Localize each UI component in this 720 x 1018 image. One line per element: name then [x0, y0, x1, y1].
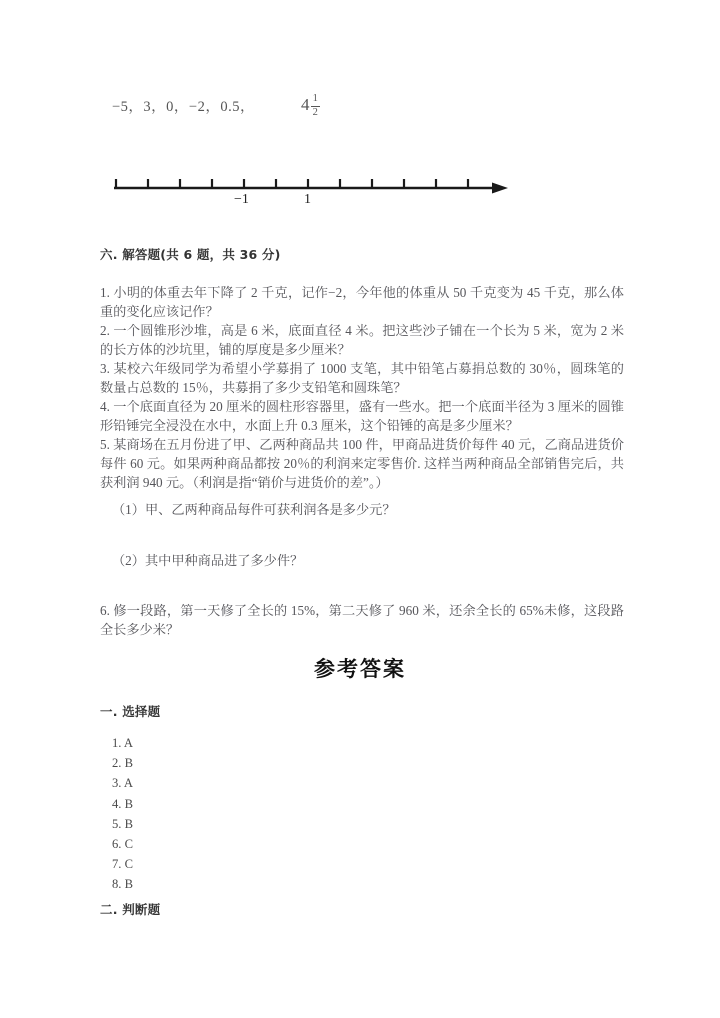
choice-answer-5: 5. B	[112, 816, 133, 831]
question-4: 4. 一个底面直径为 20 厘米的圆柱形容器里，盛有一些水。把一个底面半径为 3 厘米的圆锥形铅锤完全浸没在水中，水面上升 0.3 厘米，这个铅锤的高是多少厘米？	[100, 399, 624, 433]
section-heading-choice: 一. 选择题	[100, 704, 161, 719]
question-6: 6. 修一段路，第一天修了全长的 15%，第二天修了 960 米，还余全长的 65%未修，这段路全长多少米？	[100, 603, 624, 637]
fraction-numerator: 1	[312, 93, 319, 104]
question-5: 5. 某商场在五月份进了甲、乙两种商品共 100 件，甲商品进货价每件 40 元，乙商品进货价每件 60 元。如果两种商品都按 20％的利润来定零售价. 这样当两种商品全部销售完后，共获利润 940 元。（利润是指“销价与进货价的差”。）	[100, 437, 624, 490]
choice-answer-1: 1. A	[112, 736, 133, 750]
number-expression-row	[112, 93, 320, 117]
mixed-number-integer: 4	[300, 95, 310, 114]
sub-question-1: （1）甲、乙两种商品每件可获利润各是多少元？	[112, 502, 396, 517]
fraction-denominator: 2	[312, 106, 319, 118]
number-line-label-one: 1	[304, 192, 311, 207]
mixed-number	[301, 93, 320, 117]
fraction	[311, 94, 320, 118]
choice-answer-4: 4. B	[112, 796, 133, 811]
question-2: 2. 一个圆锥形沙堆，高是 6 米，底面直径 4 米。把这些沙子铺在一个长为 5 米，宽为 2 米的长方体的沙坑里，铺的厚度是多少厘米？	[100, 323, 624, 357]
choice-answer-8: 8. B	[112, 877, 133, 892]
choice-answer-7: 7. C	[112, 857, 133, 872]
number-list: −5，3，0，−2，0.5，	[112, 98, 255, 115]
number-line	[112, 168, 512, 216]
choice-answer-6: 6. C	[112, 837, 133, 852]
number-line-label-negative-one: −1	[234, 192, 249, 207]
question-1: 1. 小明的体重去年下降了 2 千克，记作−2，今年他的体重从 50 千克变为 45 千克，那么体重的变化应该记作？	[100, 285, 624, 319]
question-3: 3. 某校六年级同学为希望小学募捐了 1000 支笔，其中铅笔占募捐总数的 30％，圆珠笔的数量占总数的 15％，共募捐了多少支铅笔和圆珠笔？	[100, 361, 624, 395]
section-heading-judgement: 二. 判断题	[100, 902, 161, 917]
choice-answer-2: 2. B	[112, 756, 133, 771]
question-list	[100, 283, 624, 492]
section-heading-answer-questions: 六. 解答题(共 6 题，共 36 分)	[100, 247, 281, 262]
sub-question-2: （2）其中甲种商品进了多少件？	[112, 553, 304, 568]
number-line-graphic	[112, 168, 512, 198]
answers-title: 参考答案	[314, 657, 406, 681]
choice-answer-list	[112, 733, 133, 895]
choice-answer-3: 3. A	[112, 776, 133, 791]
